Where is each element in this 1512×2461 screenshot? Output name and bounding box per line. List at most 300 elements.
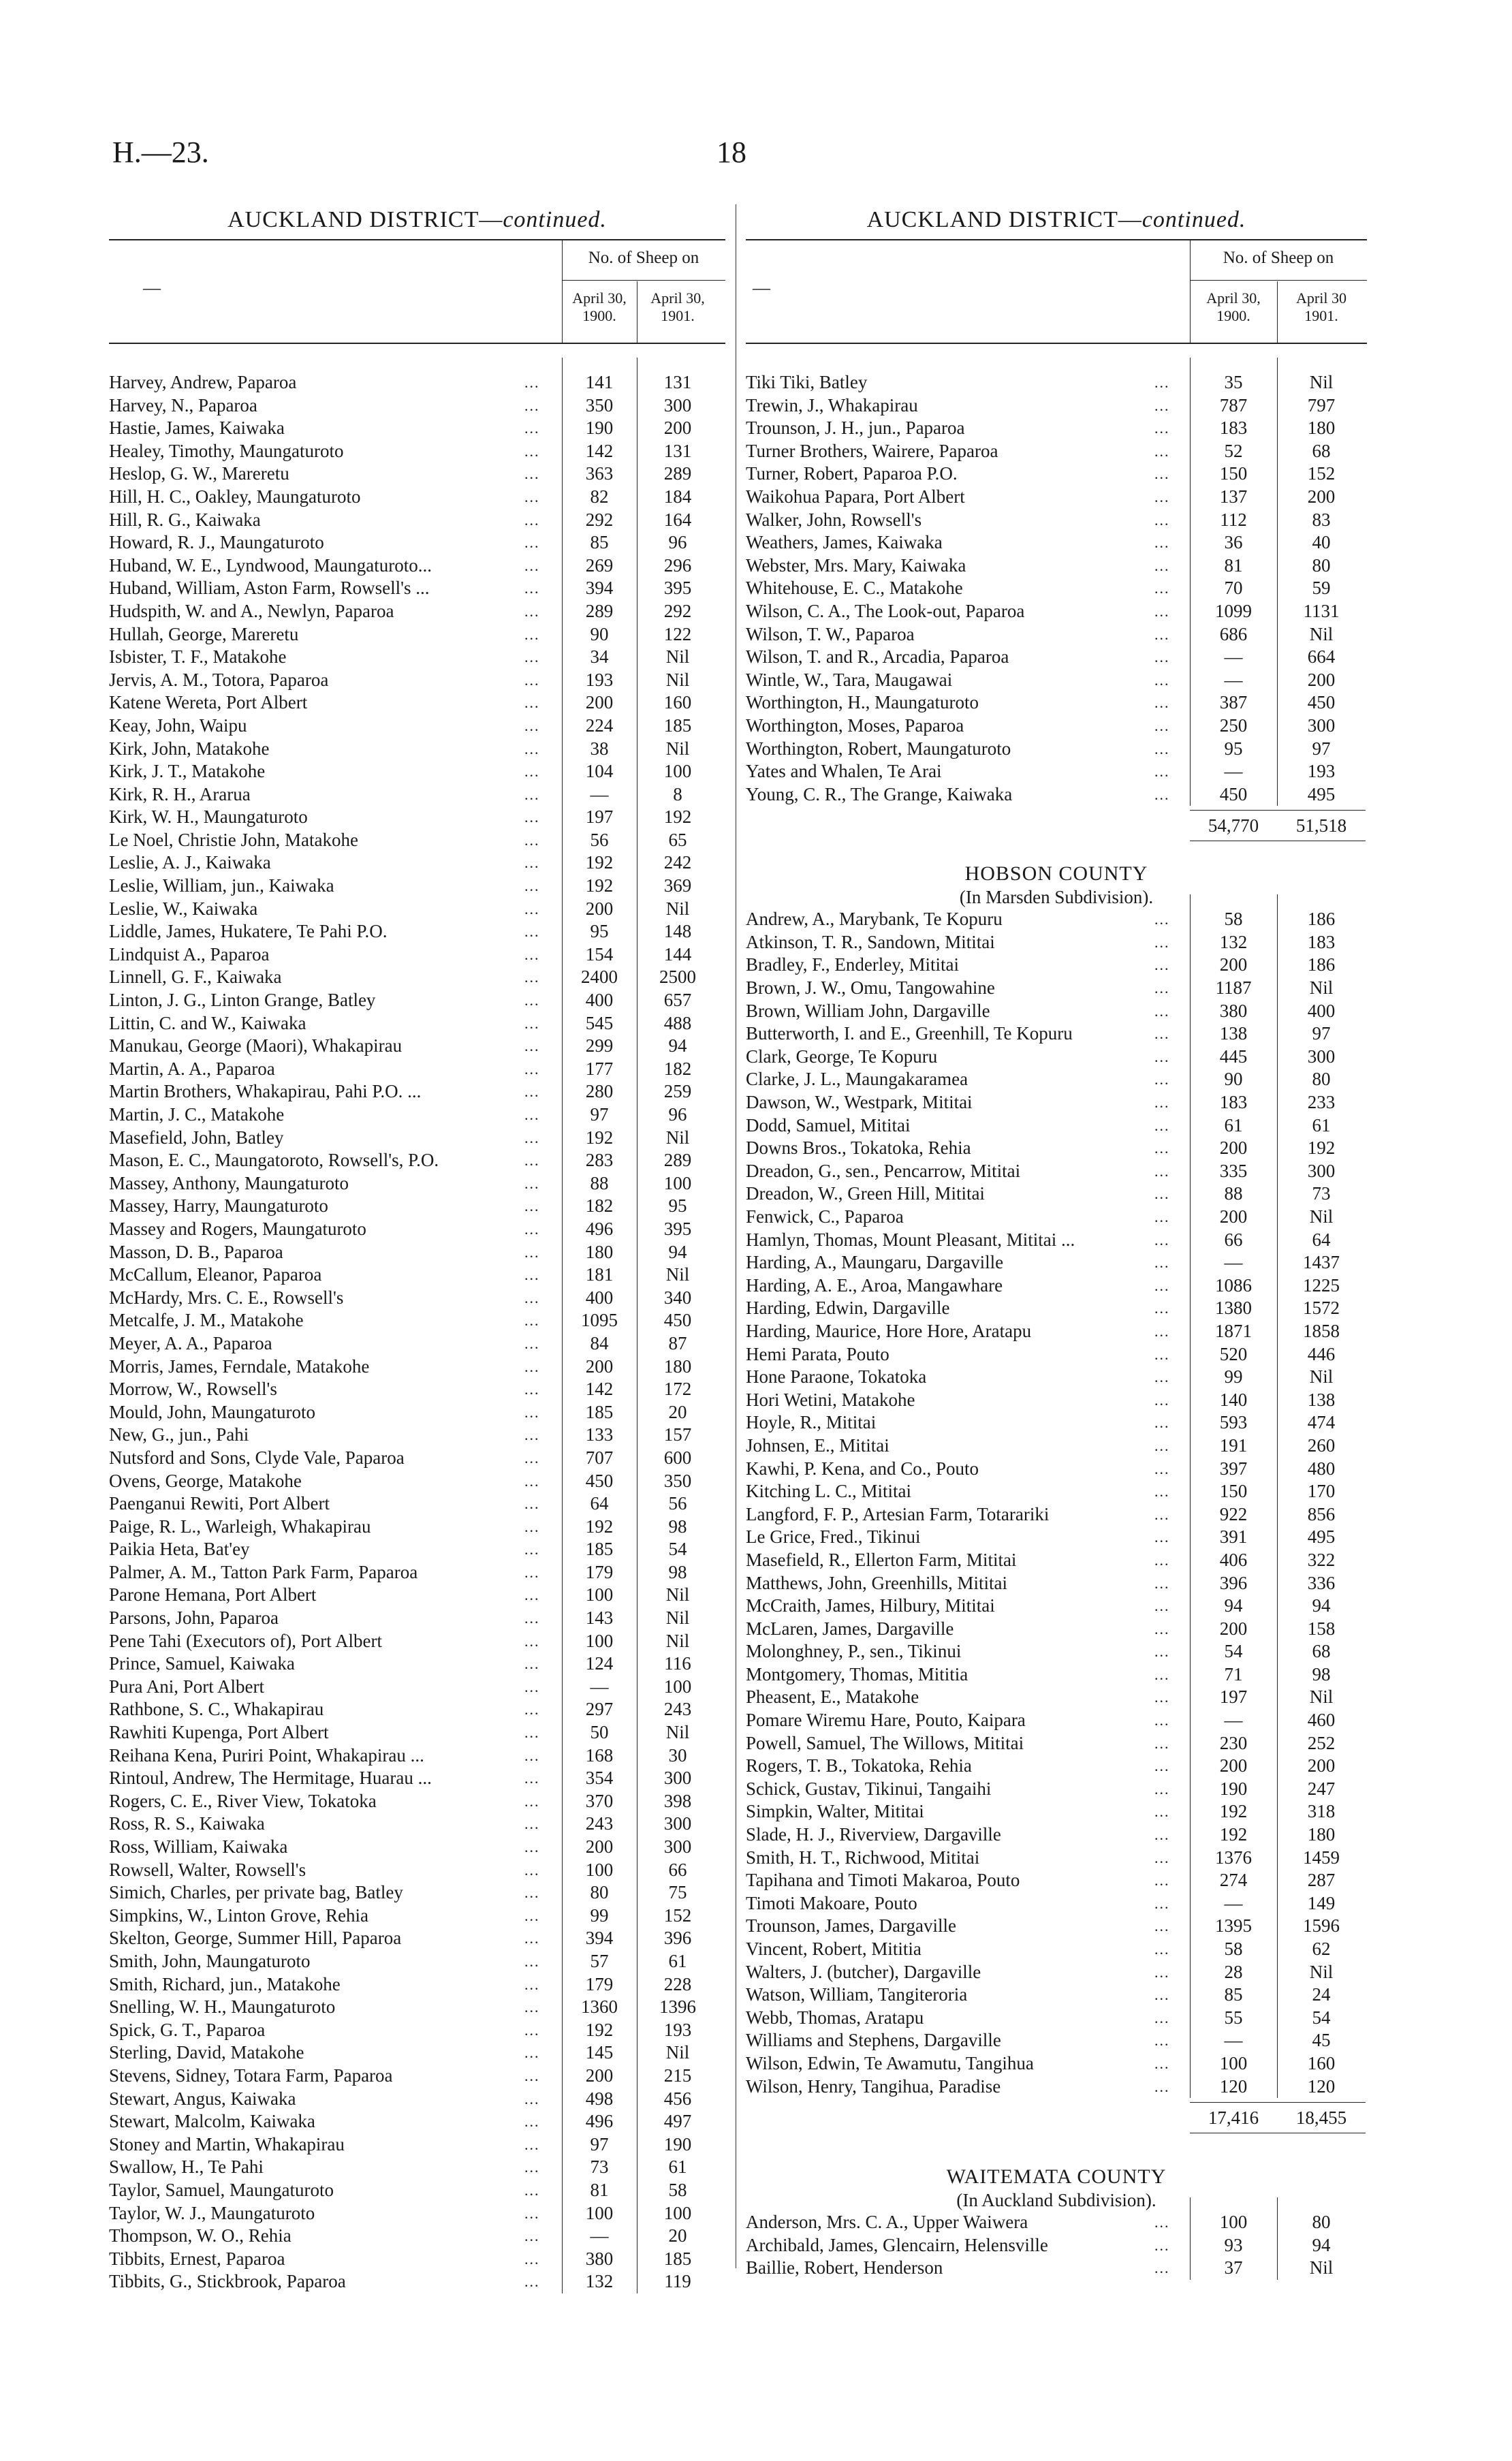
owner-name: Masson, D. B., Paparoa <box>109 1241 283 1262</box>
table-row <box>746 1091 1367 1114</box>
sheep-1901: 300 <box>663 394 692 416</box>
sheep-1900: 1380 <box>1215 1298 1252 1319</box>
sheep-1900: — <box>1224 669 1243 690</box>
sheep-1901: 233 <box>1307 1092 1336 1113</box>
sheep-1900: 61 <box>1224 1114 1243 1135</box>
sheep-1901: 149 <box>1307 1892 1336 1913</box>
owner-name: Palmer, A. M., Tatton Park Farm, Paparoa <box>109 1561 418 1582</box>
sheep-group-label: No. of Sheep on <box>588 249 699 267</box>
sheep-1901: 398 <box>663 1790 692 1811</box>
sheep-1900: 200 <box>1219 1206 1248 1227</box>
leader-dots: ... <box>1154 2032 1170 2050</box>
sheep-1901: 228 <box>663 1973 692 1994</box>
table-row <box>109 875 725 898</box>
left-column <box>109 201 725 2293</box>
table-row <box>746 1435 1367 1458</box>
owner-name: Downs Bros., Tokatoka, Rehia <box>746 1138 971 1159</box>
sheep-1901: 395 <box>663 1218 692 1239</box>
owner-name: Smith, John, Maungaturoto <box>109 1950 311 1971</box>
table-row <box>109 1058 725 1081</box>
owner-name: Johnsen, E., Mititai <box>746 1435 889 1456</box>
sheep-1900: 112 <box>1220 509 1247 530</box>
sheep-1900: 142 <box>585 440 614 461</box>
table-row <box>746 1251 1367 1274</box>
leader-dots: ... <box>1154 671 1170 689</box>
leader-dots: ... <box>524 1838 540 1855</box>
leader-dots: ... <box>524 1220 540 1238</box>
leader-dots: ... <box>524 1701 540 1719</box>
sheep-1900: 145 <box>585 2042 614 2063</box>
sheep-1901: 242 <box>663 852 692 873</box>
sheep-1901: 66 <box>668 1859 687 1880</box>
sheep-1900: 97 <box>590 2133 609 2154</box>
leader-dots: ... <box>524 854 540 872</box>
table-row <box>109 1927 725 1950</box>
owner-name: Worthington, H., Maungaturoto <box>746 692 979 713</box>
table-row <box>109 738 725 761</box>
sheep-1901: 144 <box>663 943 692 965</box>
sheep-1900: 88 <box>590 1172 609 1193</box>
leader-dots: ... <box>524 1426 540 1444</box>
owner-name: Weathers, James, Kaiwaka <box>746 532 943 553</box>
table-row <box>109 783 725 806</box>
sheep-1900: 520 <box>1219 1343 1248 1364</box>
sheep-1900: 192 <box>1219 1801 1248 1822</box>
waitemata-table-body <box>746 2211 1367 2280</box>
sheep-1901: 186 <box>1307 909 1336 930</box>
sheep-1901: 1225 <box>1303 1274 1340 1296</box>
owner-name: Young, C. R., The Grange, Kaiwaka <box>746 783 1013 804</box>
leader-dots: ... <box>1154 2214 1170 2231</box>
table-row <box>109 1264 725 1287</box>
sheep-1900: — <box>1224 761 1243 782</box>
sheep-1900: 400 <box>585 1287 614 1308</box>
leader-dots: ... <box>1154 396 1170 414</box>
owner-name: Massey, Harry, Maungaturoto <box>109 1195 328 1217</box>
table-row <box>109 1881 725 1904</box>
leader-dots: ... <box>524 1060 540 1078</box>
owner-name: Harvey, Andrew, Paparoa <box>109 372 297 392</box>
sheep-1901: 215 <box>663 2065 692 2086</box>
leader-dots: ... <box>1154 1048 1170 1065</box>
sheep-1901: 83 <box>1312 509 1331 530</box>
sheep-1900: — <box>1224 1710 1243 1731</box>
sheep-1900: 154 <box>585 943 614 965</box>
leader-dots: ... <box>1154 1025 1170 1043</box>
sheep-1900: 132 <box>1219 931 1248 952</box>
owner-name: Hill, R. G., Kaiwaka <box>109 509 261 530</box>
sheep-1901: 164 <box>663 509 692 530</box>
table-row <box>109 1950 725 1973</box>
table-row <box>109 1630 725 1653</box>
owner-name: Martin, J. C., Matakohe <box>109 1104 285 1125</box>
table-row <box>746 1182 1367 1206</box>
owner-name: Wilson, Henry, Tangihua, Paradise <box>746 2075 1001 2097</box>
sheep-1900: 181 <box>585 1264 614 1285</box>
owner-name: Lindquist A., Paparoa <box>109 943 270 965</box>
owner-name: Trounson, James, Dargaville <box>746 1915 956 1937</box>
sheep-1901: 183 <box>1307 931 1336 952</box>
sheep-1900: 193 <box>585 669 614 690</box>
sheep-1900: 57 <box>590 1950 609 1971</box>
owner-name: Kirk, John, Matakohe <box>109 738 270 759</box>
sheep-1900: — <box>1224 646 1243 668</box>
leader-dots: ... <box>1154 648 1170 666</box>
table-row <box>746 1068 1367 1091</box>
sheep-1901: 116 <box>664 1653 691 1674</box>
table-row <box>109 966 725 989</box>
table-row <box>109 1516 725 1539</box>
table-row <box>746 1663 1367 1687</box>
sheep-1901: 600 <box>663 1447 692 1468</box>
sheep-1901: 396 <box>663 1928 692 1949</box>
owner-name: Anderson, Mrs. C. A., Upper Waiwera <box>746 2212 1028 2233</box>
leader-dots: ... <box>1154 1734 1170 1752</box>
leader-dots: ... <box>1154 785 1170 803</box>
table-row <box>746 2257 1367 2280</box>
hobson-county-heading: HOBSON COUNTY <box>964 862 1148 885</box>
table-row <box>109 851 725 875</box>
sheep-1901: 80 <box>1312 2212 1331 2233</box>
leader-dots: ... <box>1154 1505 1170 1523</box>
sheep-1901: 96 <box>668 532 687 553</box>
sheep-1901: 20 <box>668 1401 687 1422</box>
leader-dots: ... <box>1154 1941 1170 1958</box>
owner-name: Williams and Stephens, Dargaville <box>746 2030 1001 2051</box>
owner-name: Pomare Wiremu Hare, Pouto, Kaipara <box>746 1710 1026 1731</box>
sheep-1900: 58 <box>1224 1939 1243 1959</box>
owner-name: Linnell, G. F., Kaiwaka <box>109 967 282 988</box>
leader-dots: ... <box>1154 1460 1170 1477</box>
sheep-1900: — <box>590 1676 609 1697</box>
sheep-1900: 498 <box>585 2088 614 2109</box>
leader-dots: ... <box>524 1037 540 1055</box>
sheep-1900: 387 <box>1219 692 1248 713</box>
owner-name: Martin Brothers, Whakapirau, Pahi P.O. ... <box>109 1081 422 1102</box>
table-row <box>746 931 1367 954</box>
sheep-1901: 182 <box>663 1058 692 1079</box>
sheep-1900: 56 <box>590 829 609 850</box>
owner-name: Pura Ani, Port Albert <box>109 1676 264 1697</box>
sheep-1900: 71 <box>1224 1663 1243 1684</box>
owner-name: Molonghney, P., sen., Tikinui <box>746 1641 962 1662</box>
leader-dots: ... <box>1154 1140 1170 1157</box>
table-row <box>109 2065 725 2088</box>
table-row <box>746 1984 1367 2007</box>
owner-name: Tibbits, G., Stickbrook, Paparoa <box>109 2271 346 2292</box>
sheep-1900: 88 <box>1224 1183 1243 1204</box>
leader-dots: ... <box>524 1152 540 1170</box>
table-row <box>746 1618 1367 1641</box>
sheep-1901: 160 <box>1307 2052 1336 2073</box>
leader-dots: ... <box>1154 2236 1170 2254</box>
table-row <box>746 1366 1367 1389</box>
table-row <box>746 623 1367 646</box>
sheep-1900: 191 <box>1219 1435 1248 1456</box>
sheep-1901: 62 <box>1312 1939 1331 1959</box>
owner-name: Leslie, W., Kaiwaka <box>109 898 258 919</box>
owner-name: Parone Hemana, Port Albert <box>109 1584 317 1605</box>
sheep-1901: 300 <box>663 1813 692 1834</box>
sheep-1901: Nil <box>1309 1961 1334 1982</box>
sheep-1901: Nil <box>665 898 690 919</box>
leader-dots: ... <box>1154 1529 1170 1546</box>
table-row <box>109 2202 725 2225</box>
leader-dots: ... <box>1154 933 1170 951</box>
table-row <box>746 1847 1367 1870</box>
owner-name: Masefield, R., Ellerton Farm, Mititai <box>746 1549 1017 1570</box>
leader-dots: ... <box>524 511 540 529</box>
sheep-1900: 192 <box>585 1127 614 1148</box>
owner-name: Stewart, Angus, Kaiwaka <box>109 2088 296 2109</box>
owner-name: Ross, William, Kaiwaka <box>109 1836 288 1857</box>
sheep-1901: 369 <box>663 875 692 896</box>
owner-name: Hill, H. C., Oakley, Maungaturoto <box>109 486 361 507</box>
owner-name: Parsons, John, Paparoa <box>109 1608 279 1629</box>
owner-name: Taylor, Samuel, Maungaturoto <box>109 2179 334 2200</box>
sheep-1901: 40 <box>1312 532 1331 553</box>
table-row <box>746 2052 1367 2075</box>
owner-name: Harding, Edwin, Dargaville <box>746 1298 950 1319</box>
table-row <box>746 1503 1367 1526</box>
hobson-subdivision: (In Marsden Subdivision). <box>959 887 1154 908</box>
table-row <box>109 623 725 646</box>
owner-name: New, G., jun., Pahi <box>109 1424 249 1445</box>
table-row <box>109 1103 725 1127</box>
sheep-1901: Nil <box>1309 1687 1334 1708</box>
leader-dots: ... <box>1154 1368 1170 1386</box>
owner-name: Harding, A. E., Aroa, Mangawhare <box>746 1274 1003 1296</box>
sheep-1900: 54 <box>1224 1641 1243 1662</box>
table-row <box>746 1480 1367 1503</box>
sheep-1900: 292 <box>585 509 614 530</box>
sheep-1900: 224 <box>585 715 614 736</box>
leader-dots: ... <box>524 1381 540 1398</box>
table-row <box>746 1732 1367 1755</box>
sheep-1901: 61 <box>668 1950 687 1971</box>
owner-name: Morrow, W., Rowsell's <box>109 1379 277 1400</box>
table-row <box>746 577 1367 600</box>
owner-name: Brown, J. W., Omu, Tangowahine <box>746 977 995 999</box>
table-row <box>746 1709 1367 1732</box>
sheep-1901: 1459 <box>1303 1847 1340 1868</box>
sheep-1901: 119 <box>664 2271 691 2292</box>
table-row <box>109 1172 725 1195</box>
sheep-1901: Nil <box>665 1630 690 1651</box>
sheep-1900: 133 <box>585 1424 614 1445</box>
sheep-1901: 95 <box>668 1195 687 1217</box>
leader-dots: ... <box>524 671 540 689</box>
sheep-1900: 2400 <box>581 967 618 988</box>
leader-dots: ... <box>1154 1162 1170 1180</box>
sheep-1900: 354 <box>585 1768 614 1789</box>
sheep-1900: 593 <box>1219 1412 1248 1433</box>
leader-dots: ... <box>1154 911 1170 928</box>
sheep-1900: 370 <box>585 1790 614 1811</box>
owner-name: Hemi Parata, Pouto <box>746 1343 889 1364</box>
leader-dots: ... <box>524 648 540 666</box>
owner-name: Manukau, George (Maori), Whakapirau <box>109 1035 403 1056</box>
leader-dots: ... <box>524 900 540 918</box>
header-dash-right: — <box>753 278 770 298</box>
owner-name: Metcalfe, J. M., Matakohe <box>109 1310 304 1331</box>
sheep-1901: 131 <box>663 440 692 461</box>
leader-dots: ... <box>1154 1689 1170 1706</box>
owner-name: Kirk, R. H., Ararua <box>109 783 251 804</box>
sheep-1901: 456 <box>663 2088 692 2109</box>
owner-name: Butterworth, I. and E., Greenhill, Te Kopuru <box>746 1023 1073 1044</box>
owner-name: McCraith, James, Hilbury, Mititai <box>746 1595 995 1616</box>
leader-dots: ... <box>524 1541 540 1558</box>
owner-name: Dreadon, G., sen., Pencarrow, Mititai <box>746 1160 1021 1181</box>
owner-name: Waikohua Papara, Port Albert <box>746 486 965 507</box>
sheep-1900: 97 <box>590 1104 609 1125</box>
table-row <box>109 646 725 669</box>
sheep-1900: 137 <box>1219 486 1248 507</box>
sheep-1901: 122 <box>663 623 692 644</box>
sheep-1901: 94 <box>668 1241 687 1262</box>
leader-dots: ... <box>1154 465 1170 483</box>
sheep-1900: 94 <box>1224 1595 1243 1616</box>
leader-dots: ... <box>524 374 540 391</box>
owner-name: McLaren, James, Dargaville <box>746 1618 954 1639</box>
sheep-1900: 1360 <box>581 1996 618 2018</box>
sheep-1900: 37 <box>1224 2257 1243 2278</box>
table-row <box>746 977 1367 1000</box>
sheep-1900: 496 <box>585 1218 614 1239</box>
sheep-1901: 192 <box>1307 1138 1336 1159</box>
sheep-1900: 243 <box>585 1813 614 1834</box>
hobson-total-1900: 17,416 <box>1208 2107 1259 2129</box>
sheep-1900: 545 <box>585 1012 614 1033</box>
sheep-1900: 496 <box>585 2111 614 2132</box>
sheep-1901: 61 <box>668 2157 687 2178</box>
owner-name: Harding, A., Maungaru, Dargaville <box>746 1252 1004 1273</box>
leader-dots: ... <box>1154 1094 1170 1112</box>
sheep-1900: 1095 <box>581 1310 618 1331</box>
leader-dots: ... <box>1154 1917 1170 1935</box>
sheep-1900: 230 <box>1219 1732 1248 1753</box>
table-row <box>109 1195 725 1218</box>
owner-name: Littin, C. and W., Kaiwaka <box>109 1012 306 1033</box>
sheep-1900: 34 <box>590 646 609 668</box>
sheep-1900: 400 <box>585 990 614 1011</box>
table-row <box>109 554 725 578</box>
table-row <box>746 2211 1367 2234</box>
sheep-1901: 20 <box>668 2225 687 2246</box>
table-row <box>746 463 1367 486</box>
table-row <box>109 1287 725 1310</box>
owner-name: Watson, William, Tangiteroria <box>746 1984 968 2005</box>
sheep-1901: 184 <box>663 486 692 507</box>
table-row <box>109 1721 725 1744</box>
sheep-1900: 100 <box>585 2202 614 2223</box>
owner-name: Hastie, James, Kaiwaka <box>109 418 285 439</box>
leader-dots: ... <box>1154 763 1170 781</box>
sheep-1901: 200 <box>663 418 692 439</box>
sheep-1901: 287 <box>1307 1870 1336 1891</box>
sheep-1901: 450 <box>1307 692 1336 713</box>
leader-dots: ... <box>1154 1414 1170 1432</box>
sheep-1900: 141 <box>585 372 614 392</box>
leader-dots: ... <box>1154 420 1170 437</box>
leader-dots: ... <box>524 1998 540 2016</box>
sheep-1901: 1396 <box>659 1996 696 2018</box>
sheep-1900: 1086 <box>1215 1274 1252 1296</box>
col-1901-header-right: April 30 1901. <box>1296 289 1346 324</box>
sheep-1900: 35 <box>1224 372 1243 392</box>
leader-dots: ... <box>524 1586 540 1604</box>
sheep-1900: 280 <box>585 1081 614 1102</box>
owner-name: Smith, H. T., Richwood, Mititai <box>746 1847 980 1868</box>
owner-name: Rathbone, S. C., Whakapirau <box>109 1699 324 1720</box>
sheep-1901: 100 <box>663 1676 692 1697</box>
sheep-1901: Nil <box>1309 1366 1334 1388</box>
owner-name: Leslie, A. J., Kaiwaka <box>109 852 271 873</box>
owner-name: Taylor, W. J., Maungaturoto <box>109 2202 315 2223</box>
sheep-1901: 300 <box>663 1768 692 1789</box>
leader-dots: ... <box>524 2159 540 2176</box>
sheep-1900: 84 <box>590 1332 609 1353</box>
sheep-1901: 87 <box>668 1332 687 1353</box>
sheep-1900: 922 <box>1219 1503 1248 1524</box>
sheep-1901: 193 <box>1307 761 1336 782</box>
table-row <box>109 1080 725 1103</box>
sheep-1900: 140 <box>1219 1389 1248 1410</box>
owner-name: Huband, William, Aston Farm, Rowsell's ... <box>109 578 430 599</box>
sheep-1900: 269 <box>585 554 614 576</box>
table-row <box>109 531 725 554</box>
owner-name: Baillie, Robert, Henderson <box>746 2257 943 2278</box>
sheep-1901: 180 <box>1307 418 1336 439</box>
owner-name: Wilson, Edwin, Te Awamutu, Tangihua <box>746 2052 1034 2073</box>
table-row <box>746 531 1367 554</box>
leader-dots: ... <box>524 1678 540 1695</box>
sheep-1901: 495 <box>1307 1526 1336 1548</box>
sheep-1900: 66 <box>1224 1229 1243 1250</box>
owner-name: Turner Brothers, Wairere, Paparoa <box>746 440 998 461</box>
leader-dots: ... <box>524 694 540 712</box>
table-row <box>746 371 1367 394</box>
leader-dots: ... <box>1154 956 1170 974</box>
sheep-1901: 200 <box>1307 486 1336 507</box>
leader-dots: ... <box>524 1197 540 1215</box>
table-row <box>746 1800 1367 1823</box>
sheep-1901: Nil <box>665 1722 690 1743</box>
table-row <box>109 1790 725 1813</box>
table-row <box>746 1046 1367 1069</box>
sheep-1901: 73 <box>1312 1183 1331 1204</box>
leader-dots: ... <box>1154 374 1170 391</box>
right-column <box>746 201 1367 2280</box>
sheep-1900: 70 <box>1224 578 1243 599</box>
sheep-1900: 177 <box>585 1058 614 1079</box>
sheep-1900: 100 <box>1219 2052 1248 2073</box>
table-row <box>746 669 1367 692</box>
table-row <box>109 669 725 692</box>
sheep-1901: 56 <box>668 1493 687 1514</box>
sheep-1900: 52 <box>1224 440 1243 461</box>
table-row <box>109 806 725 829</box>
owner-name: Dawson, W., Westpark, Mititai <box>746 1092 973 1113</box>
table-row <box>746 1274 1367 1298</box>
sheep-1900: 179 <box>585 1561 614 1582</box>
sheep-1901: 260 <box>1307 1435 1336 1456</box>
sheep-1900: 142 <box>585 1379 614 1400</box>
sheep-1901: 296 <box>663 554 692 576</box>
leader-dots: ... <box>1154 1986 1170 2004</box>
owner-name: Rowsell, Walter, Rowsell's <box>109 1859 306 1880</box>
